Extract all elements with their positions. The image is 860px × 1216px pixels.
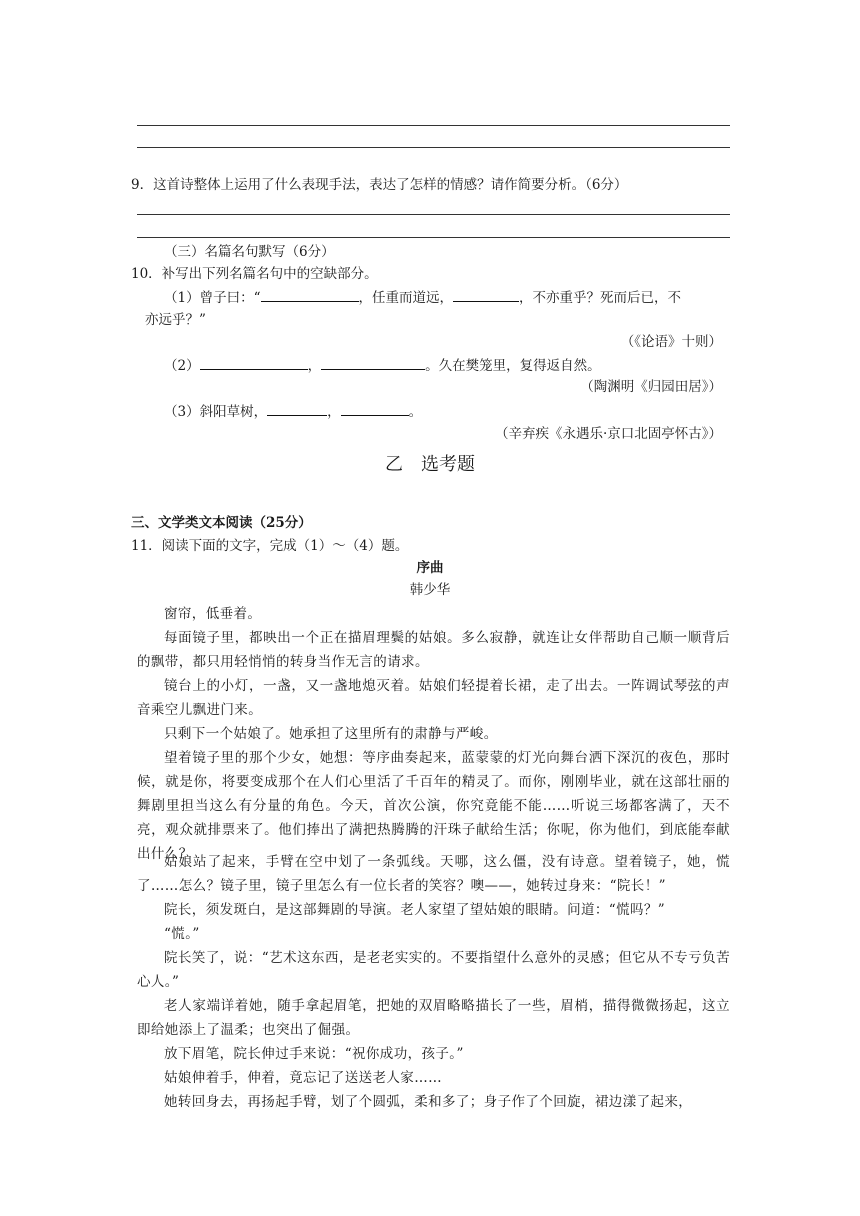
item-1-text-b: ，任重而道远， (358, 290, 453, 306)
blank-field[interactable] (261, 287, 359, 302)
story-paragraph: 镜台上的小灯，一盏，又一盏地熄灭着。姑娘们轻提着长裙，走了出去。一阵调试琴弦的声音乘空儿飘进门来。 (137, 678, 730, 718)
item-2 (164, 355, 601, 376)
answer-line (137, 125, 730, 126)
story-paragraph: 放下眉笔，院长伸过手来说：“祝你成功，孩子。” (164, 1046, 464, 1062)
story-paragraph: 姑娘伸着手，伸着，竟忘记了送送老人家…… (164, 1070, 442, 1086)
blank-field[interactable] (341, 401, 409, 416)
story-paragraph: 院长笑了，说：“艺术这东西，是老老实实的。不要指望什么意外的灵感；但它从不专亏负苦心人。” (137, 950, 730, 990)
blank-field[interactable] (321, 355, 425, 370)
story-paragraph: “慌。” (164, 926, 200, 942)
item-3-text-b: ， (327, 404, 341, 420)
story-paragraph: 院长，须发斑白，是这部舞剧的导演。老人家望了望姑娘的眼睛。问道：“慌吗？” (164, 902, 666, 918)
item-1-continued: 亦远乎？” (145, 312, 206, 328)
question-10: 10．补写出下列名篇名句中的空缺部分。 (131, 266, 378, 282)
blank-field[interactable] (200, 355, 308, 370)
story-paragraph: 只剩下一个姑娘了。她承担了这里所有的肃静与严峻。 (164, 726, 498, 742)
story-title: 序曲 (416, 560, 444, 576)
item-2-source: （陶渊明《归园田居》） (580, 379, 722, 395)
item-3 (164, 401, 422, 422)
item-3-text-a: （3）斜阳草树， (164, 404, 268, 420)
story-paragraph: 她转回身去，再扬起手臂，划了个圆弧，柔和多了；身子作了个回旋，裙边漾了起来， (164, 1094, 693, 1110)
item-1-source: （《论语》十则） (620, 334, 722, 350)
question-9: 9．这首诗整体上运用了什么表现手法，表达了怎样的情感？请作简要分析。（6分） (131, 177, 628, 193)
story-paragraph: 姑娘站了起来，手臂在空中划了一条弧线。天哪，这么僵，没有诗意。望着镜子，她，慌了……怎么？镜子里，镜子里怎么有一位长者的笑容？噢——，她转过身来：“院长！” (137, 854, 730, 894)
blank-field[interactable] (267, 401, 327, 416)
item-2-text-c: 。久在樊笼里，复得返自然。 (425, 358, 601, 374)
mingpian-heading: （三）名篇名句默写（6分） (164, 244, 335, 260)
part-3-heading: 三、文学类文本阅读（25分） (131, 515, 312, 531)
section-title: 乙 选考题 (385, 454, 475, 475)
answer-line (137, 237, 730, 238)
item-2-text-b: ， (307, 358, 322, 374)
item-2-text-a: （2） (164, 358, 200, 374)
question-11: 11．阅读下面的文字，完成（1）～（4）题。 (131, 538, 409, 554)
story-paragraph: 每面镜子里，都映出一个正在描眉理鬓的姑娘。多么寂静，就连让女伴帮助自己顺一顺背后的飘带，都只用轻悄悄的转身当作无言的请求。 (137, 630, 730, 670)
item-1-text-c: ，不亦重乎？死而后已，不 (519, 290, 681, 306)
story-paragraph: 窗帘，低垂着。 (164, 606, 262, 622)
story-paragraph: 望着镜子里的那个少女，她想：等序曲奏起来，蓝蒙蒙的灯光向舞台洒下深沉的夜色，那时候，就是你，将要变成那个在人们心里活了千百年的精灵了。而你，刚刚毕业，就在这部壮丽的舞剧里担当这么有分量的角色。今天，首次公演，你究竟能不能……听说三场都客满了，天不亮，观众就排票来了。他们捧出了满把热腾腾的汗珠子献给生活；你呢，你为他们，到底能奉献出什么？ (137, 750, 730, 862)
item-3-text-c: 。 (408, 404, 423, 420)
blank-field[interactable] (453, 287, 519, 302)
item-1 (164, 287, 681, 308)
answer-line (137, 147, 730, 148)
story-paragraph: 老人家端详着她，随手拿起眉笔，把她的双眉略略描长了一些，眉梢，描得微微扬起，这立即给她添上了温柔；也突出了倔强。 (137, 998, 730, 1038)
item-3-source: （辛弃疾《永遇乐·京口北固亭怀古》） (494, 426, 722, 442)
answer-line (137, 214, 730, 215)
item-1-text-a: （1）曾子曰：“ (164, 290, 261, 306)
story-author: 韩少华 (409, 582, 451, 598)
